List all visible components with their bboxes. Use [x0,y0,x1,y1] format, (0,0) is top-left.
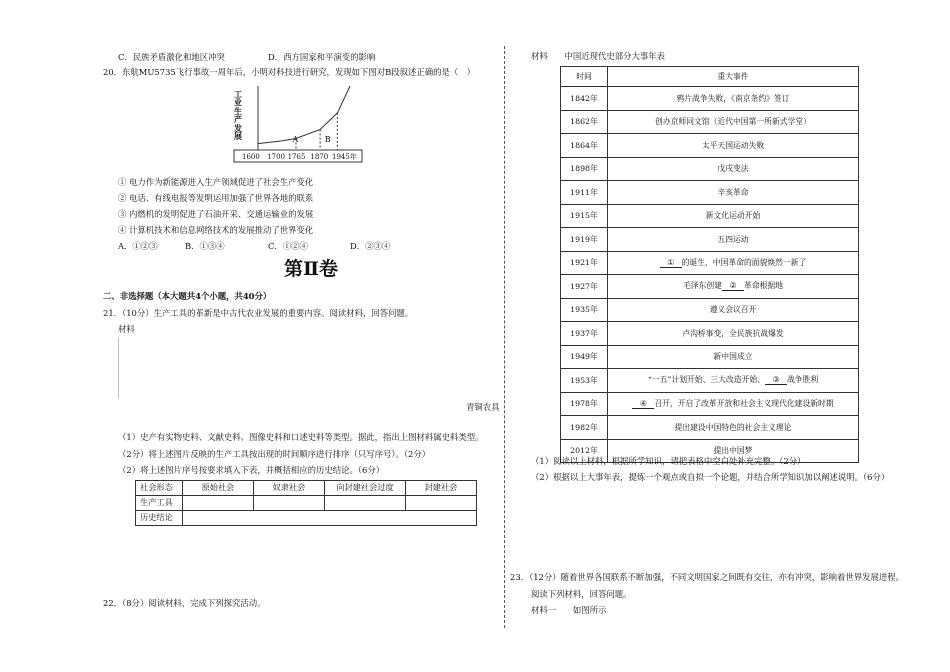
timeline-event: 卢沟桥事变，全民族抗战爆发 [608,322,859,346]
timeline-event: 新文化运动开始 [608,204,859,228]
timeline-event: 提出中国梦 [608,439,859,463]
q20-item-3: ③ 内燃机的发明促进了石油开采、交通运输业的发展 [118,209,314,219]
table-row [561,416,859,440]
q20-option-c: C．①②④ [268,241,308,251]
q20-item-4: ④ 计算机技术和信息网络技术的发展推动了世界变化 [118,225,314,235]
answer-cell[interactable] [325,496,406,511]
q20-option-a: A．①②③ [118,241,158,251]
q21-stem: 21．（10分）生产工具的革新是中古代农业发展的重要内容。阅读材料，回答问题。 [103,308,414,318]
timeline-year: 1911年 [561,181,608,205]
timeline-year: 1915年 [561,204,608,228]
timeline-event: 五四运动 [608,228,859,252]
timeline-header [561,67,859,87]
society-table [135,480,477,526]
timeline-year: 1862年 [561,110,608,134]
timeline-event: 辛亥革命 [608,181,859,205]
table-row [561,204,859,228]
event-text-post: 的诞生，中国革命的面貌焕然一新了 [681,257,807,267]
row-label: 历史结论 [136,511,183,526]
answer-cell[interactable] [406,496,477,511]
society-table-header [136,481,477,496]
q20-option-b: B．①③④ [185,241,225,251]
fill-blank[interactable]: ④ [632,399,654,409]
timeline-body [561,87,859,463]
timeline-event: 鸦片战争失败，《南京条约》签订 [608,87,859,111]
timeline-sub1: （1）阅读以上材料，根据所学知识，请把表格中空白处补充完整。（2分） [531,456,806,466]
q20-item-2: ② 电话、有线电报等发明运用加强了世界各地的联系 [118,193,314,203]
q21-image-placeholder [118,338,119,398]
timeline-header-cell: 时间 [561,67,608,87]
q21-image-caption: 青铜农具 [466,402,500,412]
fill-blank[interactable]: ③ [765,375,787,385]
timeline-year: 1919年 [561,228,608,252]
table-header-cell: 向封建社会过度 [325,481,406,496]
x-tick-label: 1870 [310,153,329,161]
timeline-event: 戊戌变法 [608,157,859,181]
q22-stem: 22．（8分）阅读材料，完成下列探究活动。 [103,598,266,608]
table-row [561,345,859,369]
timeline-year: 1927年 [561,275,608,299]
timeline-event [608,392,859,416]
timeline-year: 1842年 [561,87,608,111]
table-row [561,322,859,346]
answer-cell[interactable] [183,496,254,511]
section-title: 二、非选择题（本大题共4个小题，共40分） [103,291,272,301]
table-header-cell: 原始社会 [183,481,254,496]
event-text-pre: “一五”计划开始、三大改造开始、 [647,375,765,385]
event-text-post: 革命根据地 [744,281,783,291]
x-tick-label: 1945年 [332,153,357,161]
segment-label: B [324,135,331,144]
table-row [561,275,859,299]
event-text-post: 战争胜利 [786,375,819,385]
table-row [561,392,859,416]
timeline-sub2: （2）根据以上大事年表，提炼一个观点或自拟一个论题，并结合所学知识加以阐述说明。（6分） [531,472,890,482]
q20-option-d: D．②③④ [350,241,391,251]
table-row [561,181,859,205]
table-row [561,134,859,158]
q23-stem: 23．（12分）随着世界各国联系不断加强，不同文明国家之间既有交往，亦有冲突，影响着世界发展进程。 [510,572,904,582]
chart-y-label: 工业生产发展 [234,89,242,141]
q23-material1: 材料一 如图所示 [531,605,607,615]
x-tick-label: 1600 [242,153,260,161]
table-header-cell: 社会形态 [136,481,183,496]
x-tick-label: 1700 [267,153,286,161]
table-row [561,87,859,111]
timeline-event [608,275,859,299]
q20-chart [230,82,360,166]
timeline-year: 1864年 [561,134,608,158]
timeline-year: 1978年 [561,392,608,416]
timeline-event: 遵义会议召开 [608,298,859,322]
timeline-event [608,251,859,275]
q20-stem: 20．东航MU5735飞行事故一周年后，小明对科技进行研究，发现如下图对B段叙述正确的是（ ） [103,67,476,77]
fill-blank[interactable]: ② [722,281,744,291]
table-header-cell: 封建社会 [406,481,477,496]
industry-chart-svg [230,82,360,166]
table-row [561,110,859,134]
q21-material-label: 材料 [118,324,135,334]
q21-sub1: （1）史产有实物史料、文献史料、图像史料和口述史料等类型。据此，指出上图材料属史料类型。 [118,432,484,442]
table-header-cell: 奴隶社会 [254,481,325,496]
timeline-year: 1921年 [561,251,608,275]
event-text-post: 召开，开启了改革开放和社会主义现代化建设新时期 [654,398,834,408]
timeline-event [608,369,859,393]
fill-blank[interactable]: ① [660,258,682,268]
series-line [258,86,350,144]
timeline-event: 太平天国运动失败 [608,134,859,158]
timeline-year: 1937年 [561,322,608,346]
table-row [561,369,859,393]
q19-option-c: C．民族矛盾激化和地区冲突 [118,52,225,62]
timeline-year: 1953年 [561,369,608,393]
q19-option-d: D．西方国家和平演变的影响 [268,52,376,62]
table-row [561,157,859,181]
timeline-event: 创办京师同文馆（近代中国第一所新式学堂） [608,110,859,134]
q21-sub2b: （2）将上述图片序号按要求填入下表，并概括相应的历史结论。（6分） [118,465,385,475]
q20-item-1: ① 电力作为新能源进入生产领域促进了社会生产变化 [118,177,314,187]
timeline-caption: 材料 中国近现代史部分大事年表 [531,51,665,61]
table-row [561,298,859,322]
timeline-event: 新中国成立 [608,345,859,369]
timeline-year: 1898年 [561,157,608,181]
x-tick-label: 1765 [287,153,306,161]
q21-sub2a: （2分）将上述图片反映的生产工具按出现的时间顺序进行排序（只写序号）。（2分） [118,449,431,459]
table-row [136,496,477,511]
part2-title: 第Ⅱ卷 [284,258,339,280]
timeline-year: 1935年 [561,298,608,322]
timeline-event: 提出建设中国特色的社会主义理论 [608,416,859,440]
answer-cell[interactable] [183,511,477,526]
table-row [561,251,859,275]
answer-cell[interactable] [254,496,325,511]
timeline-year: 1949年 [561,345,608,369]
column-divider [504,46,505,628]
segment-label: A [292,135,299,144]
table-row [561,228,859,252]
event-text-pre: 毛泽东创建 [683,281,722,291]
q23-stem2: 阅读下列材料，回答问题。 [531,589,632,599]
timeline-year: 1982年 [561,416,608,440]
timeline-table [560,66,859,463]
timeline-header-cell: 重大事件 [608,67,859,87]
timeline-year: 2012年 [561,439,608,463]
row-label: 生产工具 [136,496,183,511]
table-row [136,511,477,526]
